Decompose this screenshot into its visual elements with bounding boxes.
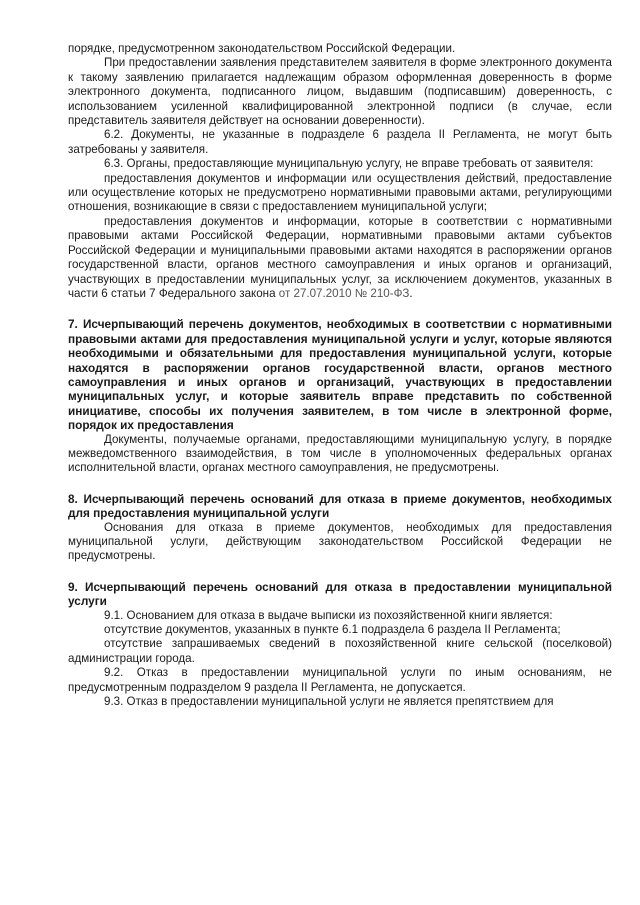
paragraph-9-1-item-2: отсутствие запрашиваемых сведений в похозяйственной книге сельской (поселковой) администрации города. [68, 637, 612, 665]
paragraph-9-3: 9.3. Отказ в предоставлении муниципальной услуги не является препятствием для [104, 695, 554, 709]
document-page [68, 42, 612, 709]
section-8-text: Основания для отказа в приеме документов, необходимых для предоставления муниципальной услуги, действующим законодательством Российской Федерации не предусмотрены. [68, 520, 612, 563]
paragraph-representative: При предоставлении заявления представителем заявителя в форме электронного документа к такому заявлению прилагается надлежащим образом оформленная доверенность в форме электронного документа, подписанного лицом, выдавшим (подписавшим) доверенность, с использованием усиленной квалифицированной электронной подписи (в случае, если представитель заявителя действует на основании доверенности). [68, 56, 612, 128]
law-reference-link[interactable]: от 27.07.2010 № 210-ФЗ [278, 286, 410, 300]
paragraph-6-3-item-2-text: предоставления документов и информации, которые в соответствии с нормативными правовыми актами Российской Федерации, нормативными правовыми актами субъектов Российской Федерации и муниципальными правовыми актами находятся в распоряжении органов государственной власти, органов местного самоуправления и иных органов и организаций, участвующих в предоставлении муниципальных услуг, за исключением документов, указанных в части 6 статьи 7 Федерального закона [68, 214, 612, 300]
section-7-heading: 7. Исчерпывающий перечень документов, необходимых в соответствии с нормативными правовыми актами для предоставления муниципальной услуги и услуг, которые являются необходимыми и обязательными для предоставления муниципальной услуги, которые находятся в распоряжении органов государственной власти, органов местного самоуправления и иных органов и организаций, участвующих в предоставлении муниципальных услуг, и которые заявитель вправе представить по собственной инициативе, способы их получения заявителем, в том числе в электронной форме, порядок их предоставления [68, 317, 612, 433]
paragraph-6-3-item-1: предоставления документов и информации или осуществления действий, предоставление или осуществление которых не предусмотрено нормативными правовыми актами, регулирующими отношения, возникающие в связи с предоставлением муниципальной услуги; [68, 171, 612, 214]
paragraph-6-3-item-2 [68, 215, 612, 301]
paragraph-9-2: 9.2. Отказ в предоставлении муниципальной услуги по иным основаниям, не предусмотренным подразделом 9 раздела II Регламента, не допускается. [68, 666, 612, 694]
paragraph-9-1: 9.1. Основанием для отказа в выдаче выписки из похозяйственной книги является: [104, 608, 553, 622]
paragraph-9-1-item-1: отсутствие документов, указанных в пункте 6.1 подраздела 6 раздела II Регламента; [104, 623, 561, 637]
paragraph-continuation: порядке, предусмотренном законодательством Российской Федерации. [68, 42, 456, 55]
section-8-heading: 8. Исчерпывающий перечень оснований для отказа в приеме документов, необходимых для предоставления муниципальной услуги [68, 491, 612, 521]
section-7-text: Документы, получаемые органами, предоставляющими муниципальную услугу, в порядке межведомственного взаимодействия, в том числе в уполномоченных федеральных органах исполнительной власти, органах местного самоуправления, не предусмотрены. [68, 432, 612, 475]
paragraph-6-2: 6.2. Документы, не указанные в подразделе 6 раздела II Регламента, не могут быть затребованы у заявителя. [68, 128, 612, 156]
law-reference-end: . [409, 286, 413, 300]
paragraph-6-3: 6.3. Органы, предоставляющие муниципальную услугу, не вправе требовать от заявителя: [104, 157, 594, 171]
section-9-heading: 9. Исчерпывающий перечень оснований для отказа в предоставлении муниципальной услуги [68, 579, 612, 609]
